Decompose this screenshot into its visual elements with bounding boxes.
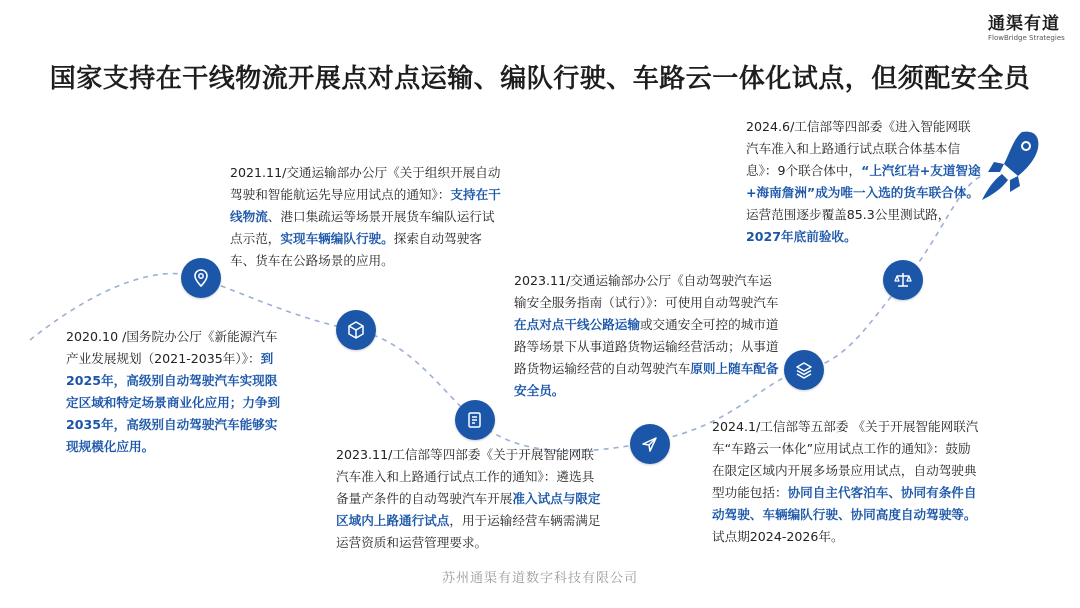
body-text: 探索自动驾驶客车、货车在公路场景的应用。 bbox=[230, 231, 482, 268]
body-text: 或交通安全可控的城市道路等场景下从事道路货物运输经营活动；从事道路货物运输经营的自动驾驶汽车 bbox=[514, 317, 779, 376]
highlight-text: 支持在干线物流 bbox=[230, 187, 501, 224]
highlight-text: “上汽红岩+友道智途+海南詹洲”成为唯一入选的货车联合体。 bbox=[746, 163, 981, 200]
policy-text-2023-11-miit bbox=[336, 444, 604, 554]
body-text: ，用于运输经营车辆需满足运营资质和运营管理要求。 bbox=[336, 513, 601, 550]
timeline-node-scale bbox=[883, 260, 923, 300]
policy-text-2021-11 bbox=[230, 162, 502, 272]
page-title: 国家支持在干线物流开展点对点运输、编队行驶、车路云一体化试点，但须配安全员 bbox=[49, 64, 1031, 94]
body-text: 2023.11/交通运输部办公厅《自动驾驶汽车运输安全服务指南（试行）》：可使用自动驾驶汽车 bbox=[514, 273, 779, 310]
document-edit-icon bbox=[465, 410, 485, 430]
logo-english-name: FlowBridge Strategies bbox=[988, 34, 1065, 42]
highlight-text: 2027年底前验收。 bbox=[746, 229, 857, 244]
body-text: 、港口集疏运等场景开展货车编队运行试点示范， bbox=[230, 209, 495, 246]
layers-icon bbox=[794, 360, 814, 380]
timeline-node-box bbox=[336, 310, 376, 350]
policy-text-2020-10 bbox=[66, 326, 288, 458]
rocket-icon bbox=[978, 128, 1042, 204]
timeline-node-layers bbox=[784, 350, 824, 390]
body-text: 2023.11/工信部等四部委《关于开展智能网联汽车准入和上路通行试点工作的通知》：遴选具备量产条件的自动驾驶汽车开展 bbox=[336, 447, 595, 506]
send-icon bbox=[640, 434, 660, 454]
policy-text-2024-6 bbox=[746, 116, 982, 248]
body-text: 2024.1/工信部等五部委 《关于开展智能网联汽车“车路云一体化”应用试点工作的通知》：鼓励在限定区域内开展多场景应用试点，自动驾驶典型功能包括： bbox=[712, 419, 979, 500]
body-text: 试点期2024-2026年。 bbox=[712, 529, 844, 544]
highlight-text: 实现车辆编队行驶。 bbox=[280, 231, 394, 246]
company-footer: 苏州通渠有道数字科技有限公司 bbox=[441, 571, 638, 586]
highlight-text: 协同自主代客泊车、协同有条件自动驾驶、车辆编队行驶、协同高度自动驾驶等。 bbox=[712, 485, 977, 522]
scale-icon bbox=[893, 270, 913, 290]
highlight-text: 准入试点与限定区域内上路通行试点 bbox=[336, 491, 601, 528]
timeline-node-document bbox=[455, 400, 495, 440]
highlight-text: 原则上随车配备安全员。 bbox=[514, 361, 779, 398]
timeline-node-send bbox=[630, 424, 670, 464]
timeline-node-location bbox=[181, 258, 221, 298]
policy-text-2024-1 bbox=[712, 416, 980, 548]
body-text: 运营范围逐步覆盖85.3公里测试路， bbox=[746, 207, 951, 222]
location-pin-icon bbox=[191, 268, 211, 288]
highlight-text: 到2025年，高级别自动驾驶汽车实现限定区域和特定场景商业化应用；力争到2035年，高级别自动驾驶汽车能够实现规模化应用。 bbox=[66, 351, 281, 454]
logo-chinese-name: 通渠有道 bbox=[988, 14, 1060, 34]
body-text: 2021.11/交通运输部办公厅《关于组织开展自动驾驶和智能航运先导应用试点的通知》： bbox=[230, 165, 501, 202]
highlight-text: 在点对点干线公路运输 bbox=[514, 317, 640, 332]
body-text: 2024.6/工信部等四部委《进入智能网联汽车准入和上路通行试点联合体基本信息》：9个联合体中， bbox=[746, 119, 971, 178]
box-icon bbox=[346, 320, 366, 340]
policy-text-2023-11-mot bbox=[514, 270, 784, 402]
body-text: 2020.10 /国务院办公厅《新能源汽车产业发展规划（2021-2035年）》： bbox=[66, 329, 278, 366]
